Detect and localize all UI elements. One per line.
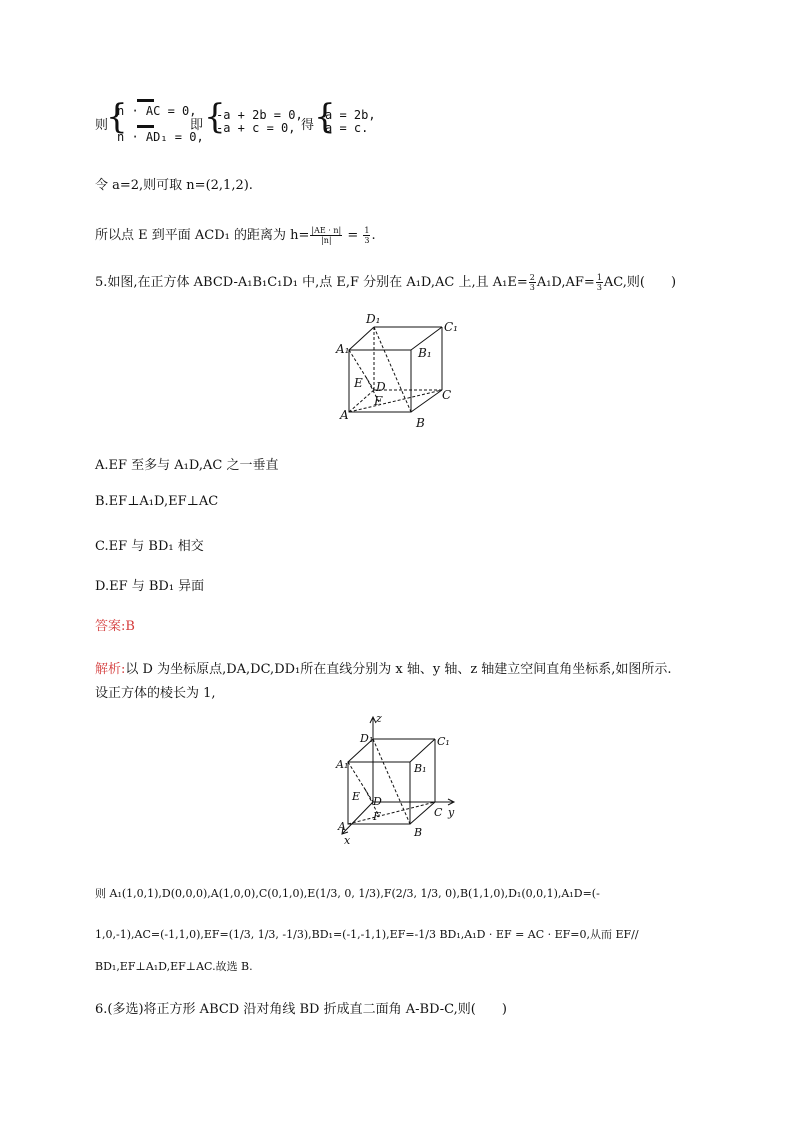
vector-bar-ac xyxy=(137,99,154,102)
label-a1-2: A₁ xyxy=(336,758,349,771)
label-e-2: E xyxy=(352,790,361,803)
option-a: A.EF 至多与 A₁D,AC 之一垂直 xyxy=(95,458,279,473)
q5-frac1-num: 2 xyxy=(529,273,535,282)
coords1-part-b: ,F xyxy=(380,887,392,900)
distance-prefix: 所以点 E 到平面 ACD₁ 的距离为 h= xyxy=(95,228,310,243)
distance-end: . xyxy=(371,228,376,243)
eq-a-eq-2b: a = 2b, xyxy=(325,108,376,122)
analysis-text-1: 以 D 为坐标原点,DA,DC,DD₁所在直线分别为 x 轴、y 轴、z 轴建立空间直角坐标系,如图所示. xyxy=(125,662,672,677)
left-brace: { xyxy=(106,97,128,137)
label-a: A xyxy=(340,408,349,422)
eq-n-ac: n · AC = 0, xyxy=(117,104,197,118)
cube-figure-1 xyxy=(330,305,470,435)
question-6: 6.(多选)将正方形 ABCD 沿对角线 BD 折成直二面角 A-BD-C,则( ) xyxy=(95,1002,507,1017)
coords1-part-c: ,B(1,1,0),D₁(0,0,1),A₁D=(- xyxy=(456,887,600,900)
label-f: F xyxy=(374,394,383,408)
left-brace-2: { xyxy=(204,97,226,137)
coords-line-1 xyxy=(95,885,600,901)
label-y: y xyxy=(448,806,455,819)
let-a-paragraph: 令 a=2,则可取 n=(2,1,2). xyxy=(95,178,253,193)
edge-b1c1-2 xyxy=(410,739,435,762)
distance-numerator: |AE · n| xyxy=(311,226,342,235)
answer-line: 答案:B xyxy=(95,619,135,634)
analysis-line-2: 设正方体的棱长为 1, xyxy=(95,686,216,701)
label-a1: A₁ xyxy=(336,342,350,356)
distance-denominator: |n| xyxy=(321,236,332,245)
label-f-2: F xyxy=(373,810,381,823)
coords1-point-e: (1/3, 0, 1/3) xyxy=(315,887,381,900)
label-b1-2: B₁ xyxy=(414,762,427,775)
result-den: 3 xyxy=(364,236,370,245)
label-z: z xyxy=(376,712,382,725)
distance-fraction xyxy=(310,226,342,245)
q5-middle: A₁D,AF= xyxy=(536,275,595,290)
question-5 xyxy=(95,271,676,292)
label-d-2: D xyxy=(373,795,382,808)
label-d: D xyxy=(376,380,386,394)
distance-paragraph xyxy=(95,224,376,245)
label-d1-2: D₁ xyxy=(360,732,374,745)
diagonal-ac xyxy=(349,390,442,412)
label-c: C xyxy=(442,388,452,402)
q5-prefix: 5.如图,在正方体 ABCD-A₁B₁C₁D₁ 中,点 E,F 分别在 A₁D,AC 上,且 A₁E= xyxy=(95,275,528,290)
q5-frac1-den: 3 xyxy=(529,283,535,292)
cube-figure-2 xyxy=(330,712,470,847)
ji-text: 即 xyxy=(190,118,204,133)
label-e: E xyxy=(354,376,363,390)
option-c: C.EF 与 BD₁ 相交 xyxy=(95,539,204,554)
eq-n-ad1: n · AD₁ = 0, xyxy=(117,130,204,144)
q5-frac-2 xyxy=(596,273,603,292)
label-b-2: B xyxy=(414,826,423,839)
label-c1: C₁ xyxy=(444,320,458,334)
distance-equals: = xyxy=(343,228,363,243)
q5-frac2-num: 1 xyxy=(596,273,602,282)
label-d1: D₁ xyxy=(366,312,381,326)
q5-frac2-den: 3 xyxy=(596,283,602,292)
analysis-label: 解析: xyxy=(95,662,126,677)
analysis-line-1 xyxy=(95,658,672,677)
label-c-2: C xyxy=(434,806,443,819)
coords-line-3: BD₁,EF⊥A₁D,EF⊥AC.故选 B. xyxy=(95,960,253,973)
eq-a-c: -a + c = 0, xyxy=(216,121,296,135)
edge-a1d1 xyxy=(349,327,374,350)
label-b: B xyxy=(416,416,425,430)
q5-suffix: AC,则( ) xyxy=(603,275,677,290)
x-axis xyxy=(342,802,373,834)
eq-a-2b: -a + 2b = 0, xyxy=(216,108,303,122)
label-x: x xyxy=(344,834,351,847)
left-brace-3: { xyxy=(314,97,336,137)
label-c1-2: C₁ xyxy=(437,735,450,748)
coords1-part-a: 则 A₁(1,0,1),D(0,0,0),A(1,0,0),C(0,1,0),E xyxy=(95,887,316,900)
label-b1: B₁ xyxy=(418,346,432,360)
coords1-point-f: (2/3, 1/3, 0) xyxy=(391,887,457,900)
option-d: D.EF 与 BD₁ 异面 xyxy=(95,579,205,594)
coords-line-2: 1,0,-1),AC=(-1,1,0),EF=(1/3, 1/3, -1/3),BD₁=(-1,-1,1),EF=-1/3 BD₁,A₁D · EF = AC · EF=0,从而 EF// xyxy=(95,928,639,941)
distance-result xyxy=(363,226,370,245)
ze-text: 则 xyxy=(95,118,109,133)
q5-frac-1 xyxy=(529,273,536,292)
label-a-2: A xyxy=(338,820,346,833)
vector-bar-ad1 xyxy=(137,125,154,128)
edge-bc xyxy=(411,390,442,412)
de-text: 得 xyxy=(301,118,315,133)
result-num: 1 xyxy=(364,226,370,235)
eq-a-eq-c: a = c. xyxy=(325,121,369,135)
option-b: B.EF⊥A₁D,EF⊥AC xyxy=(95,494,219,509)
